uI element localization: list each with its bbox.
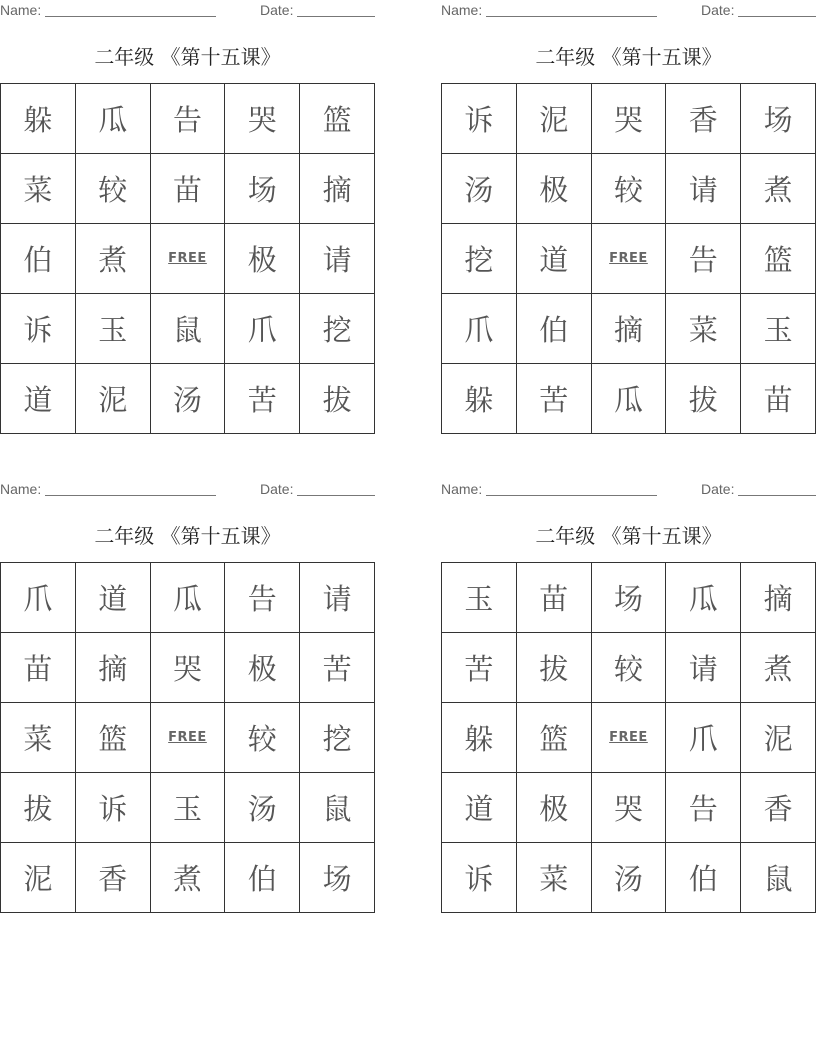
bingo-cell: 拔 (1, 773, 76, 843)
bingo-cell: 拔 (666, 364, 741, 434)
card-header (441, 481, 816, 499)
bingo-cell: 诉 (76, 773, 151, 843)
bingo-cell: 篮 (741, 224, 816, 294)
bingo-cell: 躲 (442, 703, 517, 773)
bingo-cell: 极 (225, 224, 300, 294)
card-header (0, 481, 375, 499)
date-label: Date: (260, 2, 294, 18)
bingo-cell: 拔 (517, 633, 592, 703)
bingo-cell: 请 (300, 224, 375, 294)
bingo-cell: 摘 (741, 563, 816, 633)
bingo-cell: 香 (76, 843, 151, 913)
bingo-cell: 诉 (442, 843, 517, 913)
name-label: Name: (441, 2, 483, 18)
bingo-cell: 苦 (517, 364, 592, 434)
bingo-cell: 道 (517, 224, 592, 294)
card-title: 二年级 《第十五课》 (535, 524, 722, 548)
bingo-cell: 场 (592, 563, 667, 633)
bingo-cell: 泥 (517, 84, 592, 154)
bingo-cell: 苦 (225, 364, 300, 434)
card-title: 二年级 《第十五课》 (94, 45, 281, 69)
bingo-cell: 玉 (151, 773, 226, 843)
name-label: Name: (0, 481, 42, 497)
bingo-cell: 汤 (225, 773, 300, 843)
card-title: 二年级 《第十五课》 (94, 524, 281, 548)
bingo-cell: 煮 (741, 154, 816, 224)
bingo-cell: 瓜 (592, 364, 667, 434)
name-blank-line (486, 495, 657, 496)
date-blank-line (738, 16, 816, 17)
bingo-grid (441, 83, 816, 434)
bingo-cell: 玉 (76, 294, 151, 364)
bingo-cell: 香 (666, 84, 741, 154)
bingo-cell: 玉 (741, 294, 816, 364)
bingo-cell: 苗 (517, 563, 592, 633)
bingo-card (0, 0, 375, 434)
bingo-cell: 躲 (1, 84, 76, 154)
name-blank-line (45, 495, 216, 496)
bingo-card (0, 479, 375, 913)
bingo-cell: 道 (1, 364, 76, 434)
bingo-cell: 菜 (666, 294, 741, 364)
free-space-cell: FREE (151, 703, 226, 773)
bingo-cell: 场 (225, 154, 300, 224)
date-blank-line (297, 495, 375, 496)
bingo-cell: 摘 (592, 294, 667, 364)
bingo-cell: 哭 (225, 84, 300, 154)
date-blank-line (297, 16, 375, 17)
bingo-cell: 鼠 (741, 843, 816, 913)
bingo-cell: 鼠 (300, 773, 375, 843)
name-blank-line (45, 16, 216, 17)
name-blank-line (486, 16, 657, 17)
bingo-cell: 极 (517, 773, 592, 843)
bingo-grid (441, 562, 816, 913)
bingo-cell: 篮 (300, 84, 375, 154)
bingo-cell: 较 (76, 154, 151, 224)
card-header (441, 2, 816, 20)
bingo-card (441, 0, 816, 434)
bingo-cell: 煮 (741, 633, 816, 703)
bingo-cell: 道 (442, 773, 517, 843)
bingo-cell: 哭 (592, 84, 667, 154)
bingo-cell: 伯 (1, 224, 76, 294)
bingo-cell: 菜 (1, 703, 76, 773)
bingo-cell: 较 (225, 703, 300, 773)
bingo-cell: 躲 (442, 364, 517, 434)
date-label: Date: (701, 2, 735, 18)
bingo-cell: 泥 (76, 364, 151, 434)
free-space-cell: FREE (151, 224, 226, 294)
bingo-cell: 瓜 (151, 563, 226, 633)
bingo-cell: 玉 (442, 563, 517, 633)
bingo-cell: 爪 (225, 294, 300, 364)
card-header (0, 2, 375, 20)
name-label: Name: (0, 2, 42, 18)
bingo-cell: 香 (741, 773, 816, 843)
free-space-cell: FREE (592, 703, 667, 773)
bingo-cell: 摘 (300, 154, 375, 224)
bingo-cell: 煮 (76, 224, 151, 294)
bingo-cell: 汤 (592, 843, 667, 913)
bingo-cell: 场 (300, 843, 375, 913)
bingo-cell: 挖 (300, 703, 375, 773)
bingo-cell: 诉 (442, 84, 517, 154)
bingo-cell: 挖 (442, 224, 517, 294)
bingo-cell: 摘 (76, 633, 151, 703)
bingo-cell: 篮 (76, 703, 151, 773)
bingo-cell: 场 (741, 84, 816, 154)
bingo-cell: 道 (76, 563, 151, 633)
bingo-cell: 篮 (517, 703, 592, 773)
bingo-cell: 苗 (741, 364, 816, 434)
bingo-cell: 哭 (592, 773, 667, 843)
bingo-cell: 瓜 (666, 563, 741, 633)
bingo-cell: 告 (666, 224, 741, 294)
bingo-cell: 苦 (300, 633, 375, 703)
date-blank-line (738, 495, 816, 496)
bingo-cell: 伯 (225, 843, 300, 913)
bingo-cell: 爪 (442, 294, 517, 364)
bingo-cell: 请 (666, 633, 741, 703)
bingo-cell: 泥 (1, 843, 76, 913)
bingo-grid (0, 562, 375, 913)
bingo-cell: 苗 (1, 633, 76, 703)
bingo-cell: 告 (225, 563, 300, 633)
free-space-cell: FREE (592, 224, 667, 294)
bingo-cell: 苗 (151, 154, 226, 224)
bingo-cell: 极 (517, 154, 592, 224)
bingo-cell: 哭 (151, 633, 226, 703)
bingo-cell: 菜 (1, 154, 76, 224)
bingo-grid (0, 83, 375, 434)
date-label: Date: (701, 481, 735, 497)
bingo-cell: 请 (300, 563, 375, 633)
bingo-cell: 挖 (300, 294, 375, 364)
bingo-cell: 告 (666, 773, 741, 843)
bingo-cell: 汤 (442, 154, 517, 224)
bingo-cell: 较 (592, 633, 667, 703)
bingo-cell: 请 (666, 154, 741, 224)
bingo-cell: 瓜 (76, 84, 151, 154)
bingo-cell: 拔 (300, 364, 375, 434)
bingo-cell: 告 (151, 84, 226, 154)
name-label: Name: (441, 481, 483, 497)
bingo-cell: 爪 (666, 703, 741, 773)
bingo-cell: 极 (225, 633, 300, 703)
bingo-cell: 伯 (666, 843, 741, 913)
bingo-cell: 较 (592, 154, 667, 224)
bingo-cell: 诉 (1, 294, 76, 364)
date-label: Date: (260, 481, 294, 497)
bingo-cell: 煮 (151, 843, 226, 913)
bingo-cell: 伯 (517, 294, 592, 364)
bingo-card (441, 479, 816, 913)
bingo-cell: 汤 (151, 364, 226, 434)
bingo-cell: 苦 (442, 633, 517, 703)
bingo-cell: 爪 (1, 563, 76, 633)
card-title: 二年级 《第十五课》 (535, 45, 722, 69)
bingo-cell: 鼠 (151, 294, 226, 364)
bingo-cell: 泥 (741, 703, 816, 773)
bingo-cell: 菜 (517, 843, 592, 913)
